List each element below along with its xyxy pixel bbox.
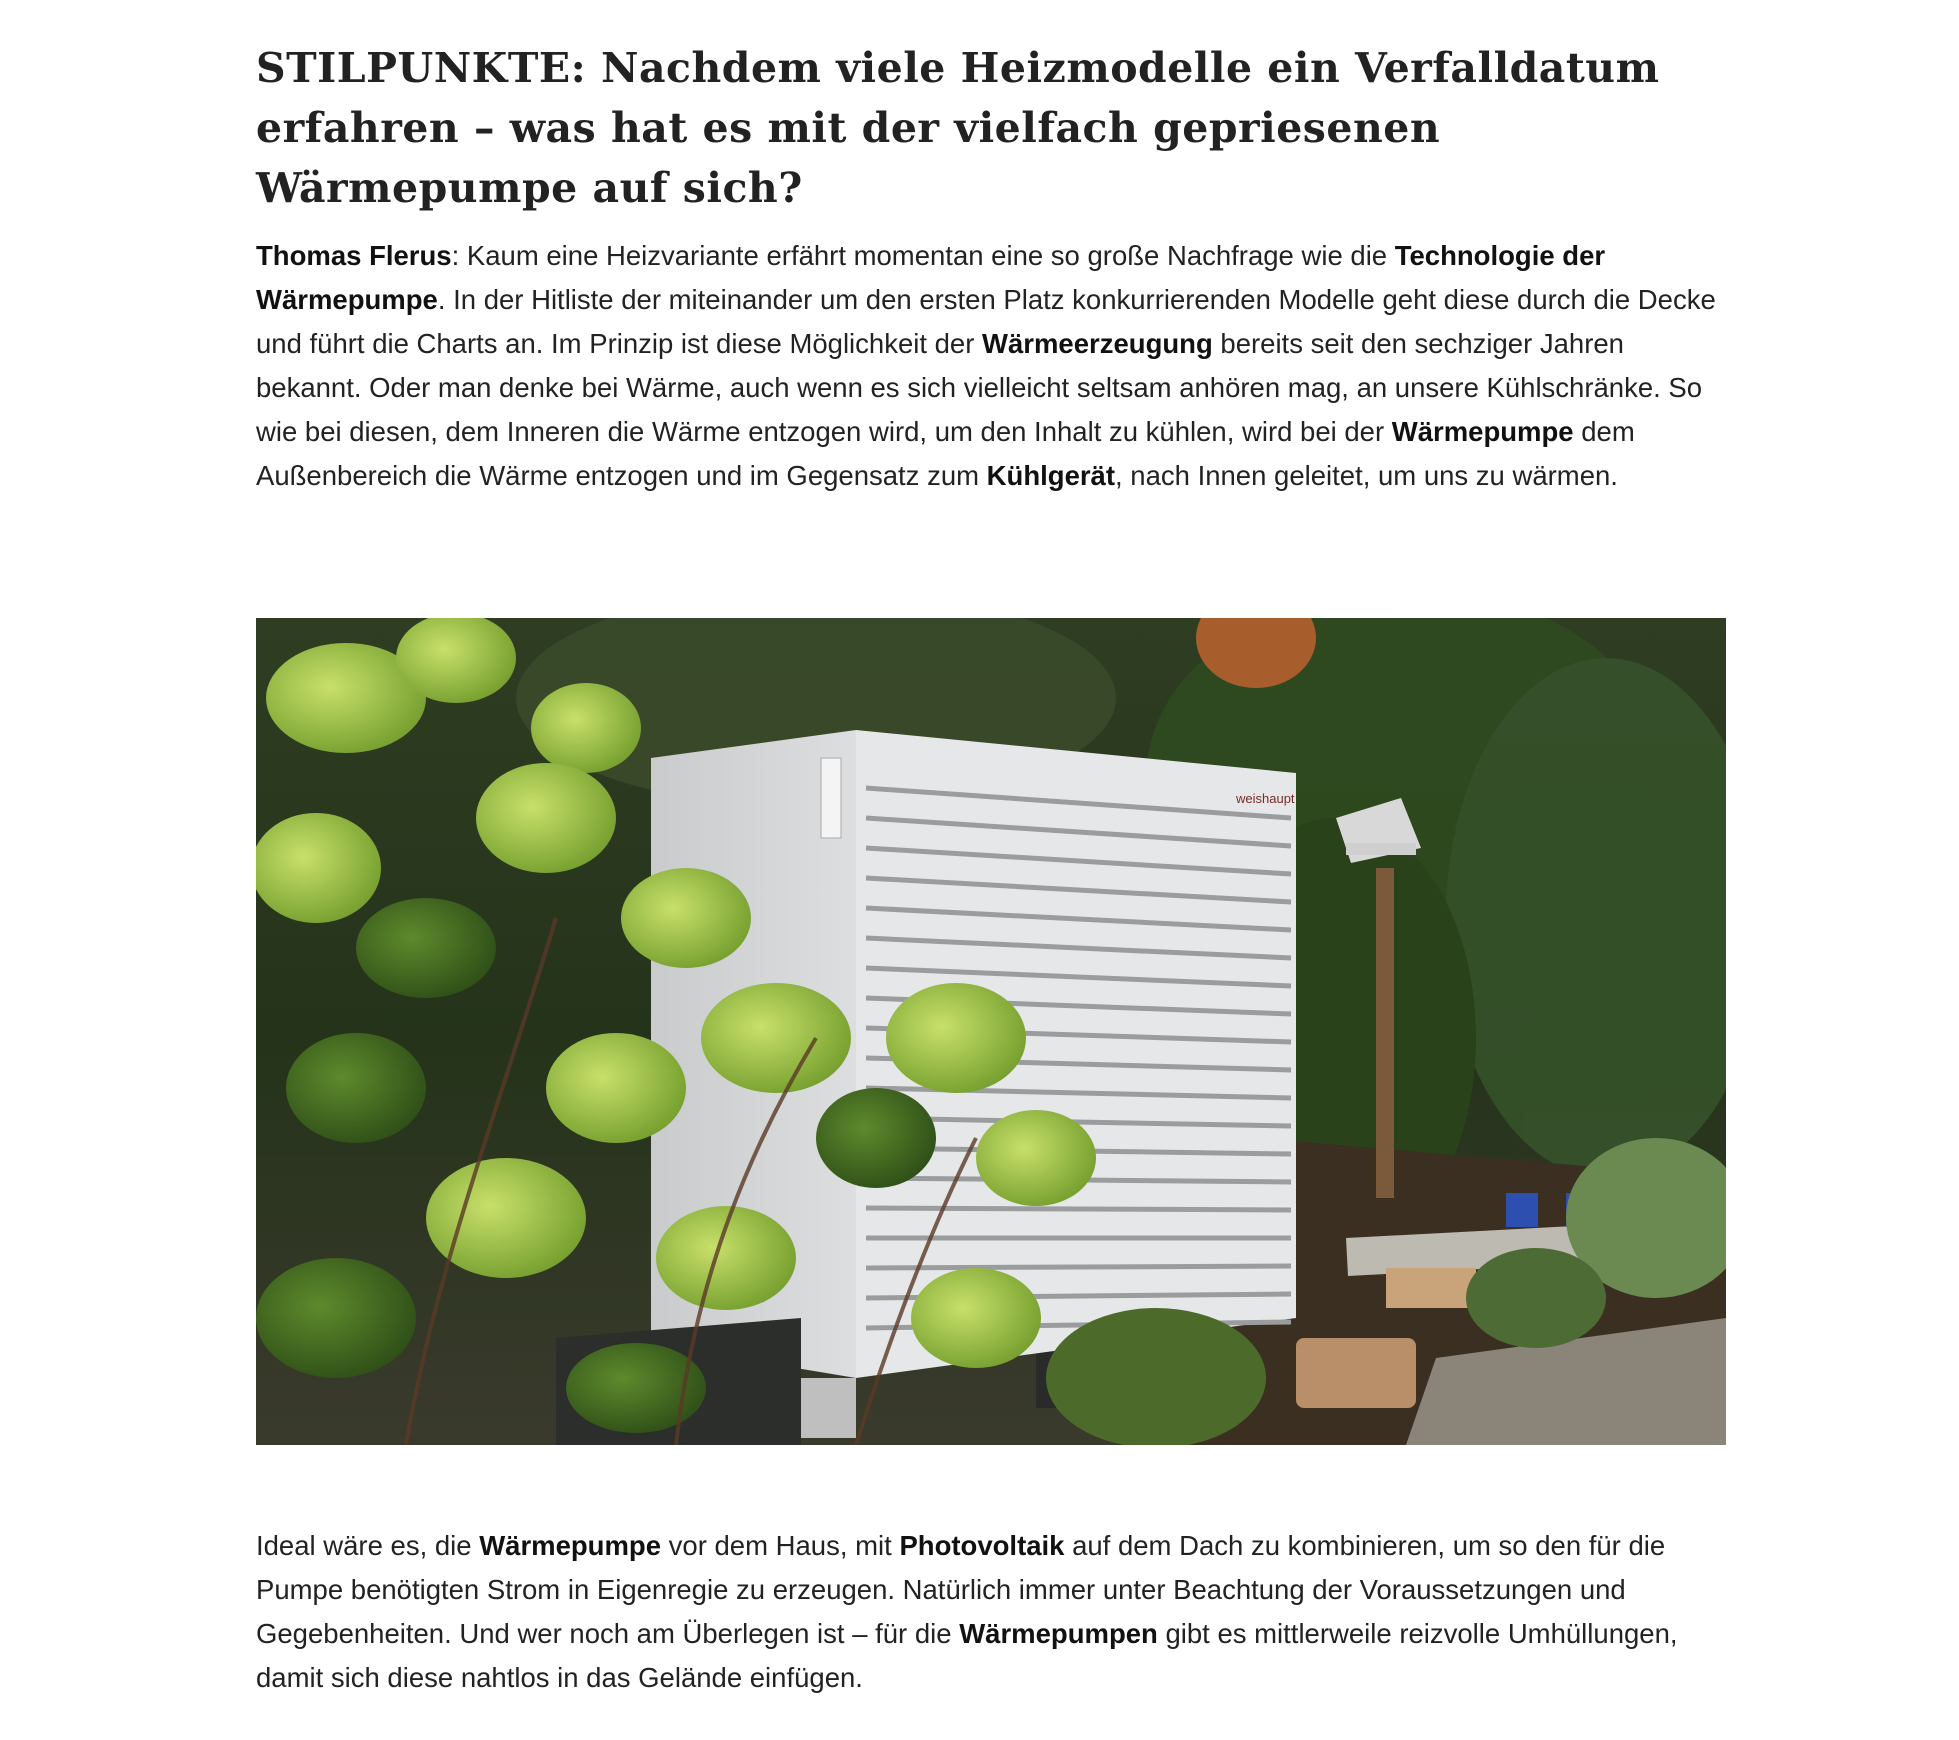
bold-run: Wärmepumpe bbox=[479, 1530, 662, 1561]
article-headline: STILPUNKTE: Nachdem viele Heizmodelle ein Verfalldatum erfahren – was hat es mit der vielfach gepriesenen Wärmepumpe auf sich? bbox=[256, 44, 1660, 212]
text-run: bereits seit den sechziger Jahren bekannt. Oder man denke bei Wärme, auch wenn es sich vielleicht seltsam anhören mag, an unsere Kühlschränke. So wie bei diesen, dem Inneren die Wärme entzogen wird, um den Inhalt zu kühlen, wird bei der bbox=[256, 328, 1703, 447]
bold-run: Thomas Flerus bbox=[256, 240, 452, 271]
bold-run: Wärmeerzeugung bbox=[982, 328, 1213, 359]
text-run: Ideal wäre es, die bbox=[256, 1530, 480, 1561]
bold-run: Kühlgerät bbox=[986, 460, 1116, 491]
bold-run: Wärmepumpe bbox=[1391, 416, 1574, 447]
bold-run: Technologie der Wärmepumpe bbox=[256, 240, 1606, 315]
text-run: dem Außenbereich die Wärme entzogen und im Gegensatz zum bbox=[256, 416, 1635, 491]
text-run: auf dem Dach zu kombinieren, um so den für die Pumpe benötigten Strom in Eigenregie zu erzeugen. Natürlich immer unter Beachtung der Voraussetzungen und Gegebenheiten. Und wer noch am Überlegen ist – für die bbox=[256, 1530, 1666, 1649]
text-run: gibt es mittlerweile reizvolle Umhüllungen, damit sich diese nahtlos in das Gelände einfügen. bbox=[256, 1618, 1678, 1693]
bold-run: Wärmepumpen bbox=[959, 1618, 1158, 1649]
brand-label: weishaupt bbox=[1236, 791, 1295, 806]
text-run: . In der Hitliste der miteinander um den ersten Platz konkurrierenden Modelle geht diese durch die Decke und führt die Charts an. Im Prinzip ist diese Möglichkeit der bbox=[256, 284, 1716, 359]
heat-pump-photo bbox=[256, 618, 1726, 1445]
text-run: vor dem Haus, mit bbox=[661, 1530, 900, 1561]
intro-paragraph bbox=[256, 234, 1726, 498]
outro-paragraph bbox=[256, 1524, 1726, 1700]
text-run: : Kaum eine Heizvariante erfährt momentan eine so große Nachfrage wie die bbox=[451, 240, 1395, 271]
text-run: , nach Innen geleitet, um uns zu wärmen. bbox=[1115, 460, 1618, 491]
bold-run: Photovoltaik bbox=[899, 1530, 1065, 1561]
